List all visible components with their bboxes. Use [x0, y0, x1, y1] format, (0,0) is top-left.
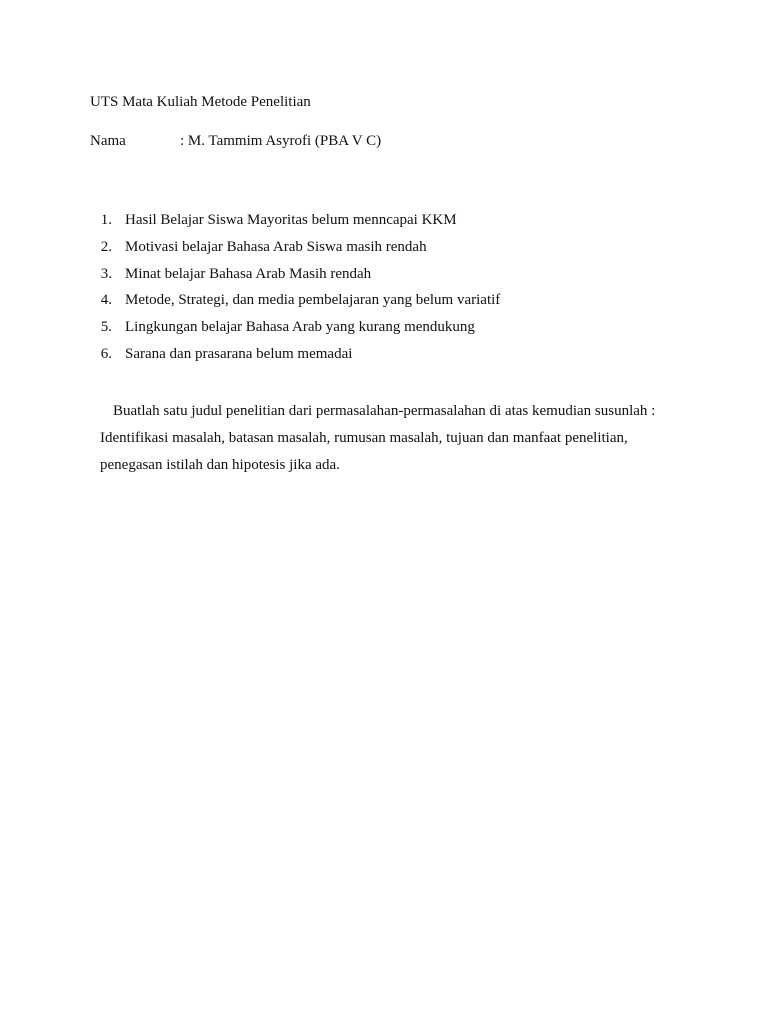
problem-list: [90, 211, 500, 372]
name-label: Nama: [90, 133, 126, 149]
instruction-line: penegasan istilah dan hipotesis jika ada.: [100, 457, 340, 473]
document-title: UTS Mata Kuliah Metode Penelitian: [90, 94, 311, 110]
list-item: [90, 345, 500, 372]
name-value: : M. Tammim Asyrofi (PBA V C): [180, 133, 382, 149]
list-item-number: 1.: [100, 212, 112, 228]
instruction-line: Identifikasi masalah, batasan masalah, rumusan masalah, tujuan dan manfaat penelitian,: [100, 430, 628, 446]
list-item-text: Lingkungan belajar Bahasa Arab yang kurang mendukung: [125, 319, 475, 336]
list-item-number: 3.: [100, 265, 112, 282]
list-item-number: 2.: [100, 238, 112, 255]
list-item: [90, 318, 500, 345]
instruction-paragraph: [100, 398, 680, 479]
list-item: [90, 291, 500, 318]
instruction-line: Buatlah satu judul penelitian dari permasalahan-permasalahan di atas kemudian susunlah :: [113, 403, 656, 419]
student-name-row: [90, 132, 381, 150]
list-item-text: Minat belajar Bahasa Arab Masih rendah: [125, 265, 372, 282]
list-item: [90, 238, 500, 265]
list-item-text: Sarana dan prasarana belum memadai: [125, 345, 353, 362]
list-item-text: Motivasi belajar Bahasa Arab Siswa masih rendah: [125, 238, 427, 255]
list-item-number: 5.: [100, 319, 112, 336]
list-item-number: 4.: [100, 292, 112, 309]
list-item: [90, 211, 500, 238]
list-item-text: Hasil Belajar Siswa Mayoritas belum menncapai KKM: [125, 212, 457, 228]
list-item-text: Metode, Strategi, dan media pembelajaran yang belum variatif: [125, 292, 501, 309]
list-item-number: 6.: [100, 345, 112, 362]
list-item: [90, 265, 500, 292]
